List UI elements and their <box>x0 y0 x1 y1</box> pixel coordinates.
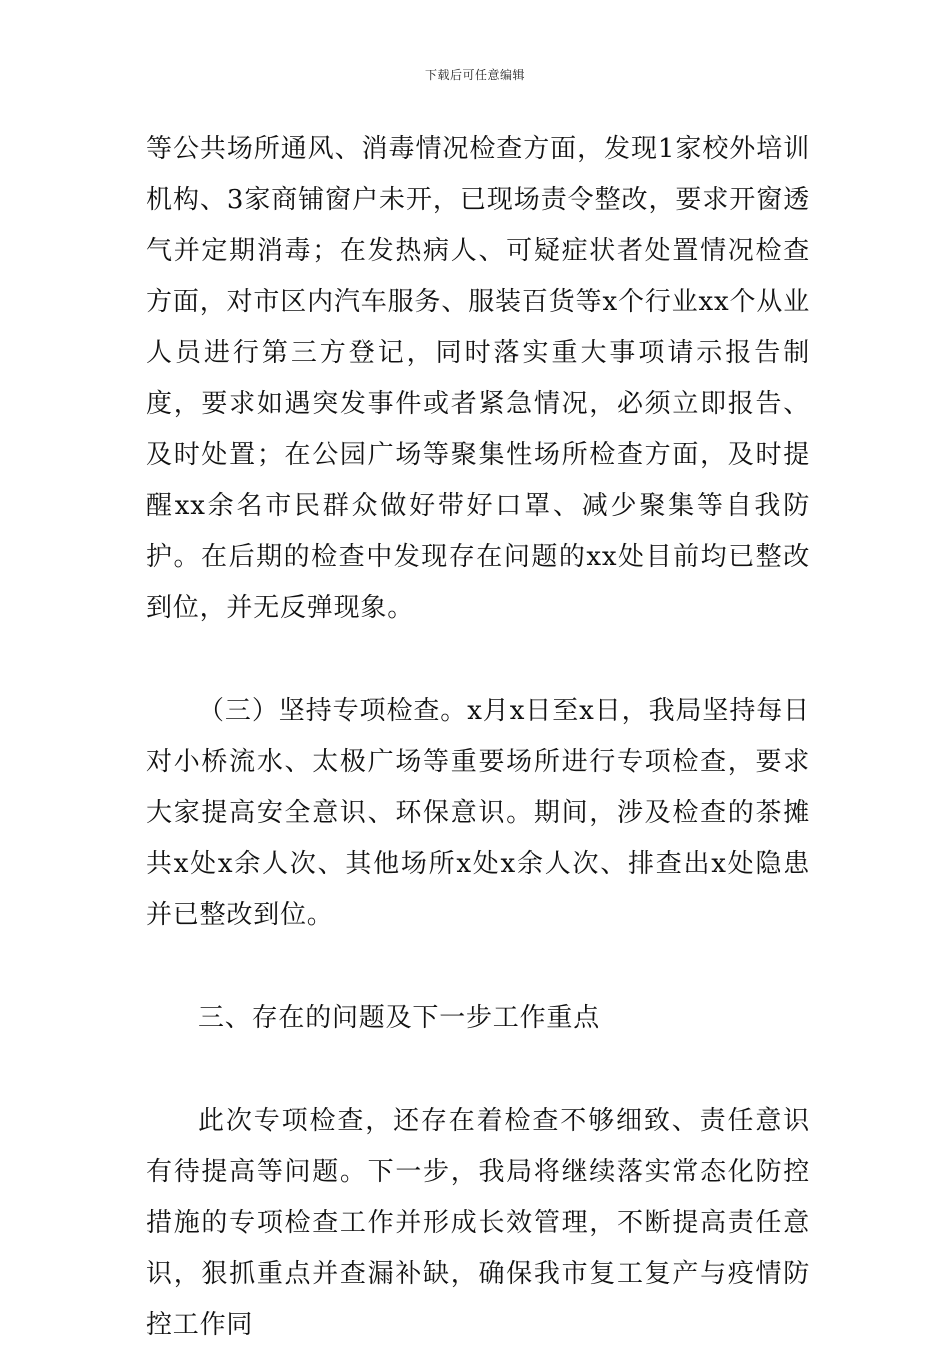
header-note: 下载后可任意编辑 <box>424 68 525 82</box>
paragraph-special-inspection: （三）坚持专项检查。x月x日至x日，我局坚持每日对小桥流水、太极广场等重要场所进行专项检查，要求大家提高安全意识、环保意识。期间，涉及检查的茶摊共x处x余人次、其他场所x处x余人次、排查出x处隐患并已整改到位。 <box>146 696 810 930</box>
paragraph-problems-next-steps: 此次专项检查，还存在着检查不够细致、责任意识有待提高等问题。下一步，我局将继续落实常态化防控措施的专项检查工作并形成长效管理，不断提高责任意识，狠抓重点并查漏补缺，确保我市复工复产与疫情防控工作同 <box>146 1106 810 1340</box>
document-body <box>146 124 810 1351</box>
section-heading: 三、存在的问题及下一步工作重点 <box>198 1003 601 1033</box>
paragraph-continued: 等公共场所通风、消毒情况检查方面，发现1家校外培训机构、3家商铺窗户未开，已现场责令整改，要求开窗透气并定期消毒；在发热病人、可疑症状者处置情况检查方面，对市区内汽车服务、服装百货等x个行业xx个从业人员进行第三方登记，同时落实重大事项请示报告制度，要求如遇突发事件或者紧急情况，必须立即报告、及时处置；在公园广场等聚集性场所检查方面，及时提醒xx余名市民群众做好带好口罩、减少聚集等自我防护。在后期的检查中发现存在问题的xx处目前均已整改到位，并无反弹现象。 <box>146 134 810 623</box>
